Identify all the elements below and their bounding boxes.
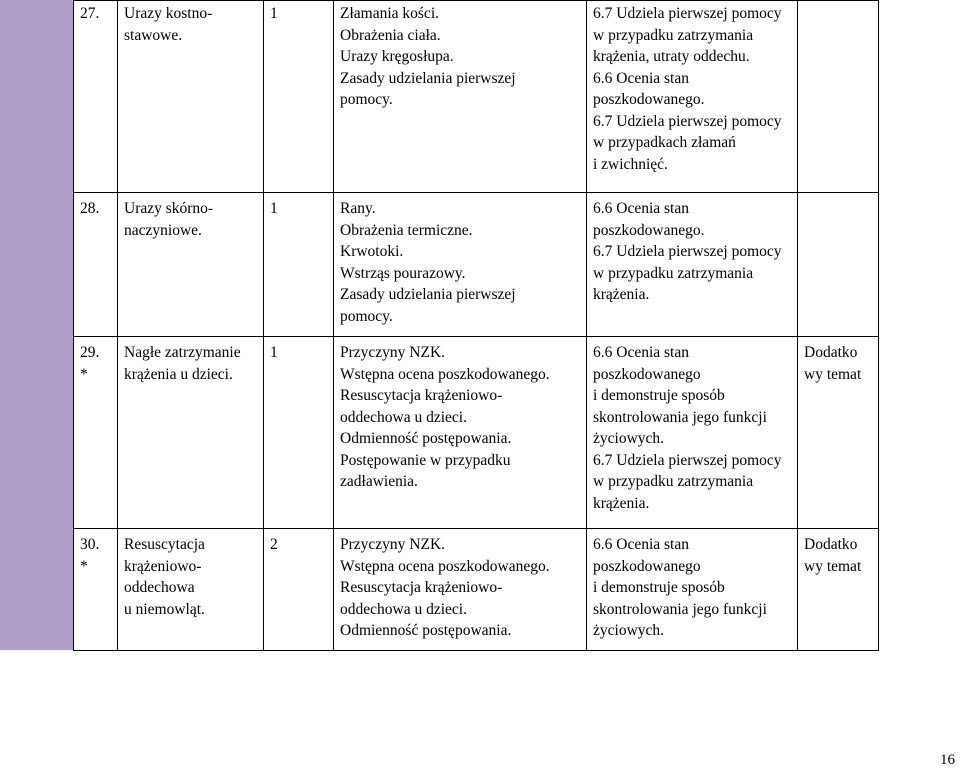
cell-text-line: Urazy skórno-: [124, 200, 214, 217]
cell-text-line: 6.6 Ocenia stan: [593, 69, 689, 87]
content-cell: [334, 337, 587, 529]
hours-cell: [264, 1, 334, 193]
cell-text-line: Nagłe zatrzymanie: [124, 344, 241, 361]
cell-text-line: życiowych.: [593, 622, 665, 639]
topic-title-cell: [118, 1, 264, 193]
cell-text-line: 6.7 Udziela pierwszej pomocy: [593, 112, 782, 130]
cell-text-line: 6.7 Udziela pierwszej pomocy: [593, 451, 782, 469]
table-body: [74, 1, 879, 651]
cell-text-line: Obrażenia termiczne.: [340, 221, 473, 239]
cell-text-line: krążenia.: [593, 494, 650, 512]
notes-cell: [798, 193, 879, 337]
cell-text-line: 29.: [80, 344, 100, 361]
lesson-number-cell: [74, 337, 118, 529]
cell-text-line: i demonstruje sposób: [593, 387, 725, 404]
cell-text-line: Krwotoki.: [340, 243, 404, 260]
cell-text-line: skontrolowania jego funkcji: [593, 600, 767, 618]
cell-text-line: Postępowanie w przypadku: [340, 451, 511, 469]
cell-text-line: u niemowląt.: [124, 600, 205, 618]
cell-text-line: Przyczyny NZK.: [340, 344, 446, 361]
cell-text-line: naczyniowe.: [124, 221, 202, 239]
cell-text-line: 1: [270, 200, 278, 217]
content-cell: [334, 529, 587, 651]
cell-text-line: Zasady udzielania pierwszej: [340, 69, 516, 87]
cell-text-line: Resuscytacja krążeniowo-: [340, 579, 503, 596]
cell-text-line: życiowych.: [593, 430, 665, 447]
cell-text-line: 1: [270, 5, 278, 22]
cell-text-line: 27.: [80, 5, 100, 22]
cell-text-line: w przypadkach złamań: [593, 134, 736, 151]
cell-text-line: krążenia, utraty oddechu.: [593, 48, 750, 65]
cell-text-line: Odmienność postępowania.: [340, 622, 512, 639]
cell-text-line: Złamania kości.: [340, 5, 439, 22]
cell-text-line: Wstrząs pourazowy.: [340, 264, 466, 282]
notes-cell: [798, 1, 879, 193]
cell-text-line: Urazy kręgosłupa.: [340, 48, 454, 65]
lesson-number-cell: [74, 1, 118, 193]
cell-text-line: i zwichnięć.: [593, 155, 668, 173]
learning-outcomes-cell: [587, 193, 798, 337]
cell-text-line: Resuscytacja: [124, 536, 205, 553]
cell-text-line: 6.6 Ocenia stan: [593, 200, 689, 217]
cell-text-line: krążenia.: [593, 286, 650, 303]
hours-cell: [264, 529, 334, 651]
cell-text-line: Wstępna ocena poszkodowanego.: [340, 557, 550, 575]
cell-text-line: stawowe.: [124, 26, 183, 44]
cell-text-line: Odmienność postępowania.: [340, 430, 512, 447]
cell-text-line: oddechowa u dzieci.: [340, 408, 467, 426]
cell-text-line: Dodatko: [804, 536, 858, 553]
cell-text-line: krążenia u dzieci.: [124, 365, 233, 383]
curriculum-table: [73, 0, 879, 651]
topic-title-cell: [118, 193, 264, 337]
cell-text-line: 28.: [80, 200, 100, 217]
cell-text-line: w przypadku zatrzymania: [593, 26, 754, 44]
cell-text-line: Dodatko: [804, 344, 858, 361]
cell-text-line: Resuscytacja krążeniowo-: [340, 387, 503, 404]
cell-text-line: wy temat: [804, 557, 862, 575]
table-row: [74, 529, 879, 651]
cell-text-line: poszkodowanego: [593, 365, 701, 383]
page-number: 16: [940, 752, 955, 768]
cell-text-line: poszkodowanego.: [593, 221, 705, 239]
cell-text-line: poszkodowanego.: [593, 91, 705, 108]
cell-text-line: 2: [270, 536, 278, 553]
cell-text-line: 30.: [80, 536, 100, 553]
cell-text-line: pomocy.: [340, 307, 393, 325]
learning-outcomes-cell: [587, 529, 798, 651]
content-cell: [334, 1, 587, 193]
cell-text-line: w przypadku zatrzymania: [593, 264, 754, 282]
cell-text-line: zadławienia.: [340, 473, 418, 490]
notes-cell: [798, 529, 879, 651]
cell-text-line: i demonstruje sposób: [593, 579, 725, 596]
table-row: [74, 193, 879, 337]
hours-cell: [264, 337, 334, 529]
cell-text-line: pomocy.: [340, 91, 393, 108]
cell-text-line: *: [80, 365, 88, 383]
lesson-number-cell: [74, 529, 118, 651]
cell-text-line: w przypadku zatrzymania: [593, 473, 754, 490]
cell-text-line: 1: [270, 344, 278, 361]
cell-text-line: Obrażenia ciała.: [340, 26, 441, 44]
cell-text-line: wy temat: [804, 365, 862, 383]
cell-text-line: Urazy kostno-: [124, 5, 213, 22]
cell-text-line: Zasady udzielania pierwszej: [340, 286, 516, 303]
cell-text-line: 6.7 Udziela pierwszej pomocy: [593, 243, 782, 260]
cell-text-line: 6.6 Ocenia stan: [593, 536, 689, 553]
decorative-sidebar-band: [0, 0, 73, 650]
cell-text-line: Wstępna ocena poszkodowanego.: [340, 365, 550, 383]
cell-text-line: oddechowa u dzieci.: [340, 600, 467, 618]
cell-text-line: oddechowa: [124, 579, 195, 596]
cell-text-line: 6.7 Udziela pierwszej pomocy: [593, 5, 782, 22]
topic-title-cell: [118, 337, 264, 529]
lesson-number-cell: [74, 193, 118, 337]
cell-text-line: *: [80, 557, 88, 575]
content-cell: [334, 193, 587, 337]
cell-text-line: krążeniowo-: [124, 557, 202, 575]
learning-outcomes-cell: [587, 1, 798, 193]
cell-text-line: Przyczyny NZK.: [340, 536, 446, 553]
table-row: [74, 337, 879, 529]
notes-cell: [798, 337, 879, 529]
hours-cell: [264, 193, 334, 337]
topic-title-cell: [118, 529, 264, 651]
cell-text-line: Rany.: [340, 200, 376, 217]
table-row: [74, 1, 879, 193]
cell-text-line: 6.6 Ocenia stan: [593, 344, 689, 361]
cell-text-line: poszkodowanego: [593, 557, 701, 575]
learning-outcomes-cell: [587, 337, 798, 529]
cell-text-line: skontrolowania jego funkcji: [593, 408, 767, 426]
